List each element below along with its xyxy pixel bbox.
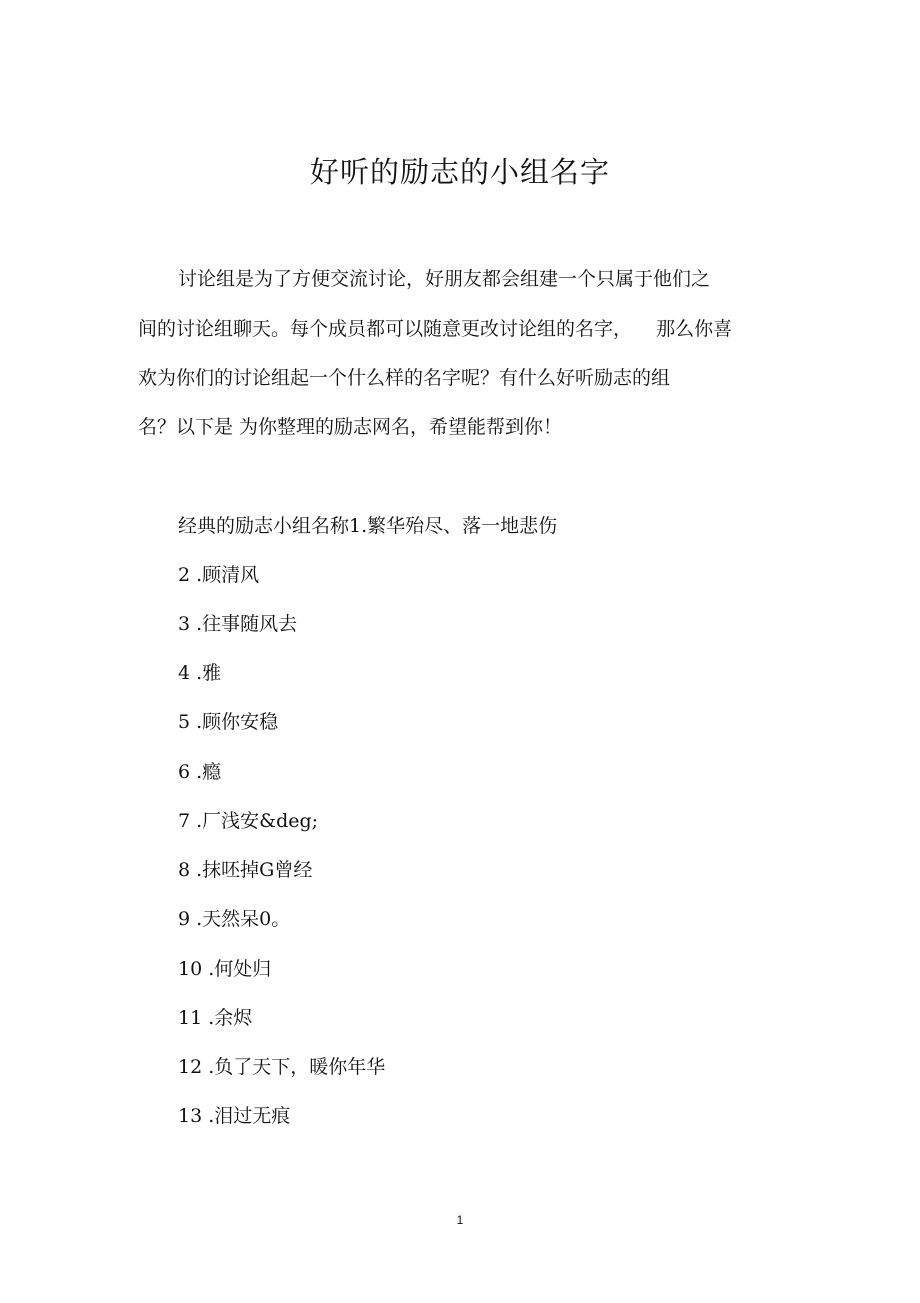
intro-line: 间的讨论组聊天。每个成员都可以随意更改讨论组的名字， 那么你喜: [138, 318, 733, 340]
intro-line: 讨论组是为了方便交流讨论，好朋友都会组建一个只属于他们之: [178, 268, 711, 290]
list-item: 经典的励志小组名称1.繁华殆尽、落一地悲伤: [178, 515, 558, 537]
intro-line: 名？以下是 为你整理的励志网名，希望能帮到你！: [138, 416, 563, 438]
list-item: 11 .余烬: [178, 1007, 253, 1029]
list-item: 10 .何处归: [178, 958, 272, 980]
list-item: 8 .抹呸掉G曾经: [178, 859, 313, 881]
list-item: 13 .泪过无痕: [178, 1105, 291, 1127]
list-item: 4 .雅: [178, 662, 222, 684]
list-item: 6 .瘾: [178, 761, 222, 783]
list-item: 3 .往事随风去: [178, 613, 298, 635]
list-item: 12 .负了天下，暖你年华: [178, 1056, 386, 1078]
list-item: 7 .厂浅安&deg;: [178, 810, 319, 832]
list-item: 2 .顾清风: [178, 564, 260, 586]
page-number: 1: [456, 1213, 464, 1227]
list-item: 9 .天然呆0。: [178, 908, 291, 930]
page-title: 好听的励志的小组名字: [309, 155, 610, 189]
list-item: 5 .顾你安稳: [178, 711, 279, 733]
intro-line: 欢为你们的讨论组起一个什么样的名字呢？有什么好听励志的组: [138, 367, 671, 389]
